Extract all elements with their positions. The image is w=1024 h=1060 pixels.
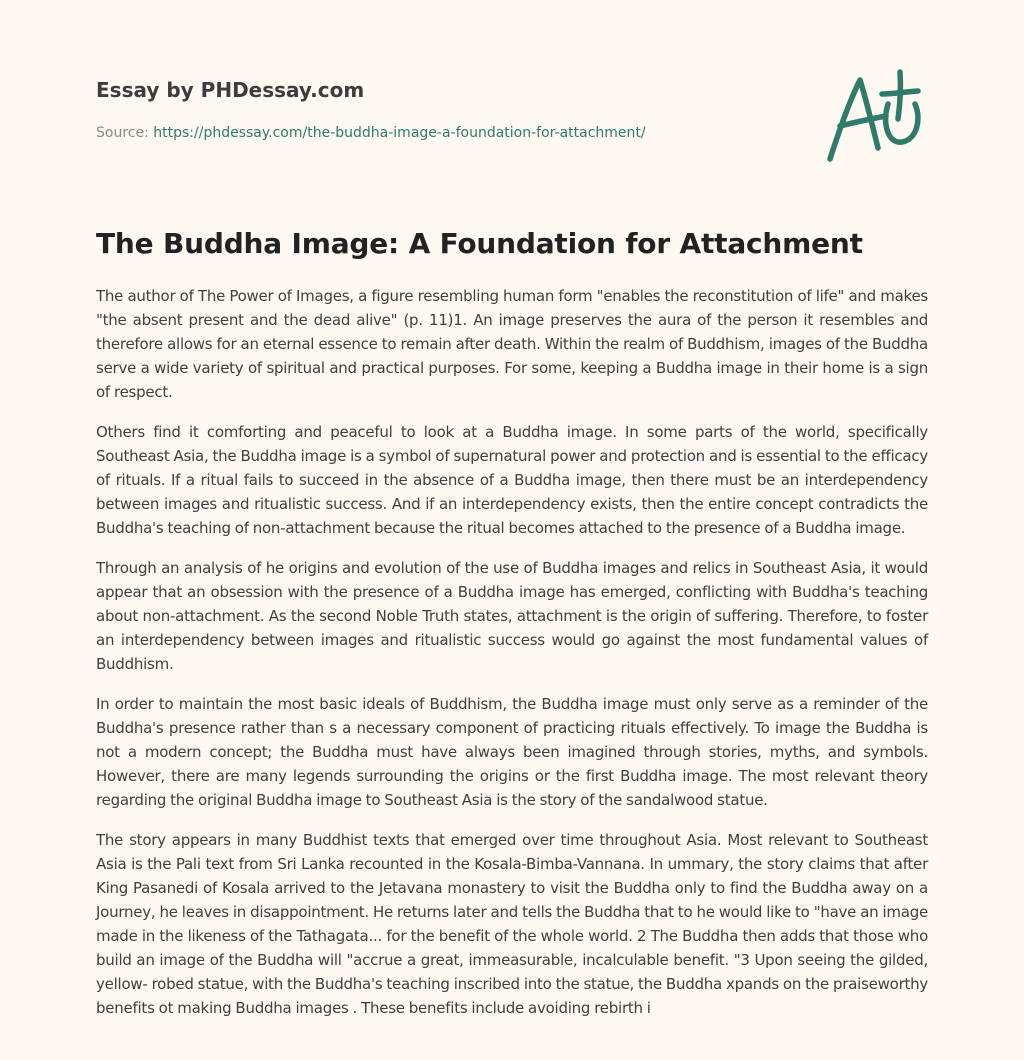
essay-title: The Buddha Image: A Foundation for Attachment <box>96 227 863 260</box>
a-plus-logo-svg <box>818 64 928 168</box>
essay-paragraph: The author of The Power of Images, a figure resembling human form "enables the reconstitution of life" and makes "the absent present and the dead alive" (p. 11)1. An image preserves the aura of the person it resembles and therefore allows for an eternal essence to remain after death. Within the realm of Buddhism, images of the Buddha serve a wide variety of spiritual and practical purposes. For some, keeping a Buddha image in their home is a sign of respect. <box>96 287 928 401</box>
a-plus-grade-icon <box>818 64 928 168</box>
essay-paragraph: In order to maintain the most basic ideals of Buddhism, the Buddha image must only serve as a reminder of the Buddha's presence rather than s a necessary component of practicing rituals effectively. To image the Buddha is not a modern concept; the Buddha must have always been imagined through stories, myths, and symbols. However, there are many legends surrounding the origins or the first Buddha image. The most relevant theory regarding the original Buddha image to Southeast Asia is the story of the sandalwood statue. <box>96 695 928 809</box>
site-brand: Essay by PHDessay.com <box>96 78 365 102</box>
essay-paragraph: Others find it comforting and peaceful to look at a Buddha image. In some parts of the world, specifically Southeast Asia, the Buddha image is a symbol of supernatural power and protection and is essential to the efficacy of rituals. If a ritual fails to succeed in the absence of a Buddha image, then there must be an interdependency between images and ritualistic success. And if an interdependency exists, then the entire concept contradicts the Buddha's teaching of non-attachment because the ritual becomes attached to the presence of a Buddha image. <box>96 423 928 537</box>
page-header <box>96 76 696 143</box>
essay-body <box>96 284 928 1036</box>
essay-paragraph: Through an analysis of he origins and evolution of the use of Buddha images and relics in Southeast Asia, it would appear that an obsession with the presence of a Buddha image has emerged, conflicting with Buddha's teaching about non-attachment. As the second Noble Truth states, attachment is the origin of suffering. Therefore, to foster an interdependency between images and ritualistic success would go against the most fundamental values of Buddhism. <box>96 559 928 673</box>
source-line <box>96 123 696 143</box>
essay-paragraph: The story appears in many Buddhist texts that emerged over time throughout Asia. Most relevant to Southeast Asia is the Pali text from Sri Lanka recounted in the Kosala-Bimba-Vannana. In ummary, the story claims that after King Pasanedi of Kosala arrived to the Jetavana monastery to visit the Buddha only to find the Buddha away on a Journey, he leaves in disappointment. He returns later and tells the Buddha that to he would like to "have an image made in the likeness of the Tathagata... for the benefit of the whole world. 2 The Buddha then adds that those who build an image of the Buddha will "accrue a great, immeasurable, incalculable benefit. "3 Upon seeing the gilded, yellow- robed statue, with the Buddha's teaching inscribed into the statue, the Buddha xpands on the praiseworthy benefits ot making Buddha images . These benefits include avoiding rebirth i <box>96 831 928 1017</box>
source-link[interactable]: https://phdessay.com/the-buddha-image-a-foundation-for-attachment/ <box>153 125 646 141</box>
source-label: Source: <box>96 125 154 141</box>
